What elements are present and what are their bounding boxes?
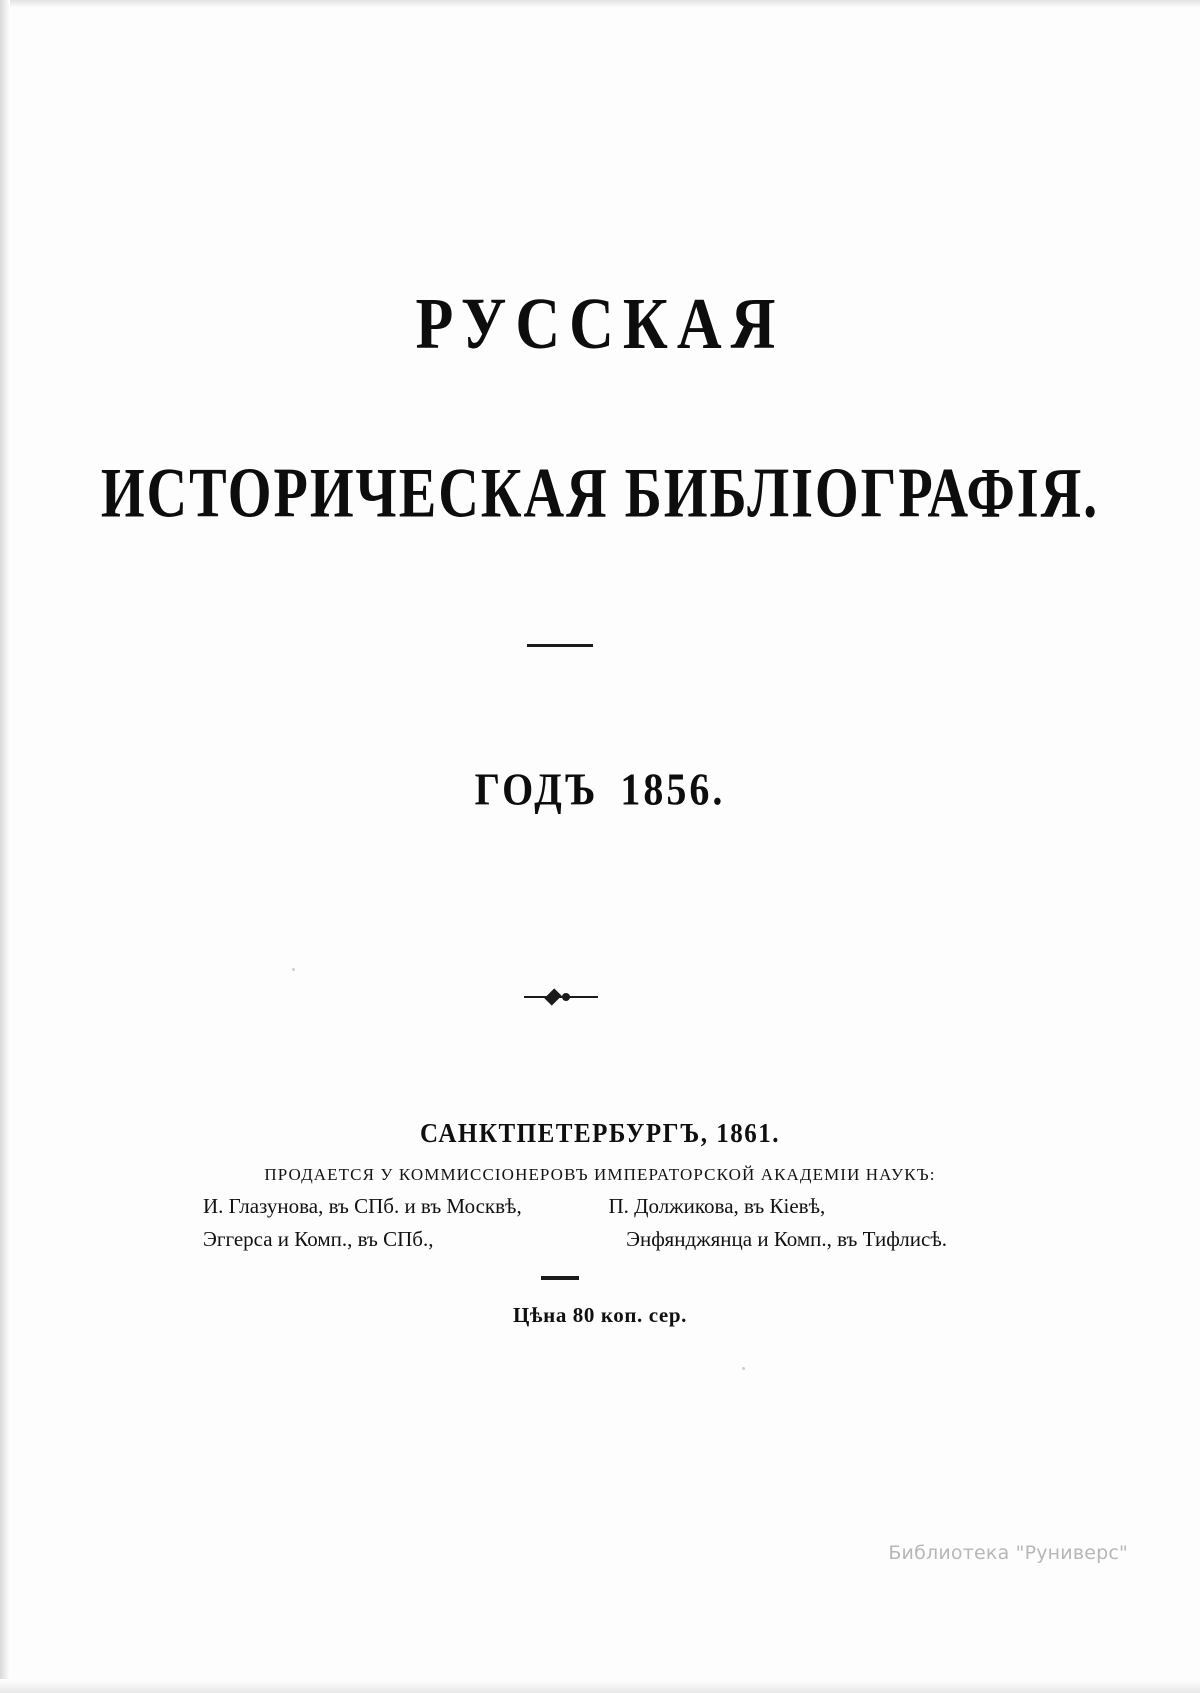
year-line [0,762,1200,816]
scan-edge-top [0,0,1200,8]
short-rule-icon [541,1276,579,1280]
ornament-diamond [544,988,561,1005]
year-value: 1856. [620,763,726,815]
seller-entry: П. Должикова, въ Кіевѣ, [608,1194,826,1218]
horizontal-rule-icon [527,644,593,647]
sellers-row [195,1223,1015,1256]
seller-entry: И. Глазунова, въ СПб. и въ Москвѣ, [203,1194,522,1218]
library-watermark: Библиотека "Руниверс" [888,1542,1128,1564]
sellers-heading: ПРОДАЕТСЯ У КОММИССІОНЕРОВЪ ИМПЕРАТОРСКОЙ АКАДЕМІИ НАУКЪ: [264,1165,936,1184]
scan-speck [742,1367,745,1370]
seller-entry: Эггерса и Комп., въ СПб., [203,1226,434,1251]
scan-edge-left [0,0,10,1693]
scan-speck [292,968,295,971]
ornament-dot [562,993,570,1001]
sellers-list [195,1190,1015,1255]
imprint-city-year: САНКТПЕТЕРБУРГЪ, 1861. [420,1119,780,1149]
page-title-main: РУССКАЯ [415,284,785,365]
fleuron-ornament-icon [0,988,1200,1006]
sellers-row [195,1190,1015,1223]
year-label: ГОДЪ [474,763,599,815]
scan-edge-bottom [0,1679,1200,1693]
page-title-subtitle: ИСТОРИЧЕСКАЯ БИБЛІОГРАФІЯ. [100,453,1100,533]
price-line: Цѣна 80 коп. сер. [513,1303,687,1327]
seller-entry: Энфянджянца и Комп., въ Тифлисѣ. [626,1226,947,1251]
